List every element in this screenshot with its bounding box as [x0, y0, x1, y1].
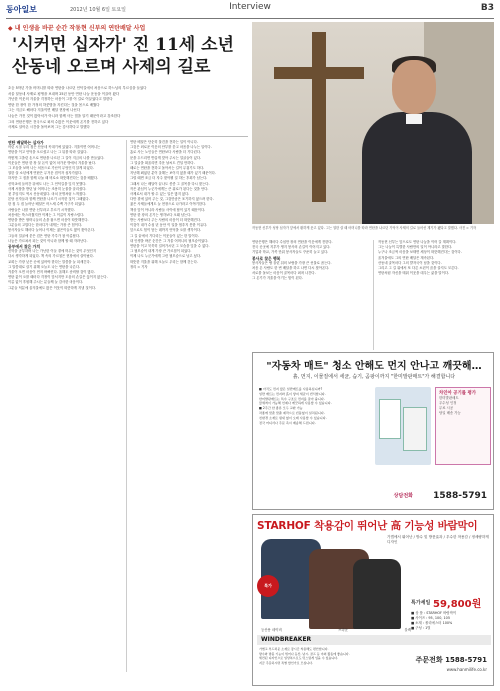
column-line: 그것은 외로운 이웃의 안부를 묻고 마음을 나누는 일이다.	[130, 145, 212, 150]
column-line: 봉사자들도 해마다 늘어나 이제는 젊은이들도 많이 찾아온다.	[8, 228, 95, 233]
column-line: 연탄 값이 오를 때마다 걱정이 앞서지만 도움의 손길은 끊이지 않는다.	[8, 275, 108, 280]
ad-body-line: 세련된 디자인으로 일상복으로도 멋스럽게 입을 수 있습니다.	[259, 656, 339, 661]
column-line: 홀로 사는 노인들은 연탄보다 사람을 더 기다린다.	[130, 150, 202, 155]
priest-face	[392, 60, 436, 114]
column-line: 그 얼굴을 떠올리면 추운 날씨도 견딜 만하다.	[130, 160, 195, 165]
article-summary	[8, 86, 248, 131]
column-line: 그 길 끝에서 기다리는 이웃들이 있는 한 말이다.	[130, 233, 199, 238]
column-divider	[126, 140, 127, 672]
ad-body-line: 가볍고 부드러운 소재로 장시간 착용해도 편안합니다.	[259, 647, 329, 651]
column-line: 이제 나도 누군가에게 그런 뒷모습으로 남고 싶다.	[130, 254, 202, 259]
summary-rule	[8, 136, 248, 137]
spec-line: ■ 사이즈 : 95, 100, 105	[411, 616, 450, 620]
column-line: 어린 시절 우리 집은 산동네 꼭대기에 있었다. 겨울이면 어머니는	[8, 145, 101, 150]
color-label: 브라운	[338, 628, 348, 632]
cross-beam	[274, 67, 364, 79]
column-line: 지난해 뵈었던 분이 올해는 보이지 않을 때가 있기 때문이다.	[130, 171, 216, 176]
article-column-4	[378, 240, 494, 350]
sale-badge: 특가	[257, 575, 279, 597]
ad-body	[259, 647, 429, 665]
column-line: 연탄을 이고 언덕을 오르셨고 나는 그 뒤를 따라 걸었다.	[8, 150, 88, 155]
column-line: 연탄을 받은 할머니들의 손을 잡으면 마음이 따뜻해진다.	[8, 218, 89, 223]
article-photo	[252, 22, 494, 224]
column-divider	[373, 240, 374, 350]
column-line: 받는 사람보다 주는 사람의 마음이 더 따뜻해진다.	[130, 218, 202, 223]
summary-line: 그의 연탄은행은 전국으로 퍼져 수많은 이웃에게 온기를 전하고 있다	[8, 119, 109, 124]
article-headline	[12, 34, 252, 78]
ad-subtitle: 흙, 먼지, 이물질에서 세균, 습기, 곰팡이까지 "한미발판매트"가 해결합니다	[292, 374, 456, 380]
section-name: Interview	[229, 2, 271, 12]
column-line: 젊은 사제들에게도 늘 현장으로 나가라고 이야기한다.	[130, 202, 207, 207]
column-line: 문을 두드리면 반갑게 맞아 주시는 얼굴들이 있다.	[130, 155, 202, 160]
column-line: 기업과 학교, 가족 단위 봉사자들도 꾸준히 늘고 있다.	[252, 250, 329, 255]
column-line: 나눔은 가르쳐서 되는 것이 아니라 함께 할 때 자라난다.	[8, 238, 88, 243]
column-line: 그리고 그 길 위에서 또 다른 소년이 꿈을 꿀지도 모른다.	[378, 266, 459, 271]
sale-price: 59,800원	[433, 599, 482, 610]
column-line: 연탄은행은 해마다 수십만 장의 연탄을 이웃에게 전한다.	[252, 240, 333, 244]
color-label: 블랙	[404, 628, 411, 632]
cross-icon	[312, 32, 326, 202]
website-link[interactable]: www.hanmilife.co.kr	[446, 667, 487, 672]
article-column-2	[130, 140, 246, 672]
column-line: 그 말씀대로 살기 위해 오늘도 나는 연탄을 나른다.	[8, 264, 81, 269]
side-headline: 차인아 공기를 평가	[439, 391, 476, 396]
column-line: 때로는 연탄을 전하고 돌아서는 길이 무겁기도 하다.	[130, 166, 205, 171]
color-label: 등산용 네이비	[261, 628, 282, 632]
column-line: 정리 = 기자	[130, 264, 148, 269]
headline-line: '시커먼 십자가' 진 11세 소년	[12, 35, 234, 55]
summary-line: 초등 5학년 가을 어머니를 따라 연탄을 나르던 언덕길에서 처음으로 하느님의 부르심을 들었다	[8, 86, 147, 90]
column-line: 이름 없이 후원해 주시는 분들께 늘 감사한 마음이다.	[8, 280, 84, 285]
ad-body-line: ■ 아직도 먼지 많은 일반매트를 사용하십니까?	[259, 387, 323, 391]
brand-banner: WINDBREAKER	[257, 635, 491, 645]
column-subhead: 공부에서 찾은 가치	[8, 244, 40, 250]
column-line: 그분들 덕분에 올겨울에도 많은 이웃이 따뜻하게 지낼 것이다.	[8, 285, 97, 290]
ad-title: STARHOF 착용감이 뛰어난 高 기능성 바람막이	[257, 520, 478, 532]
column-line: 그 온기가 겨울을 이기는 힘이 된다.	[252, 276, 303, 281]
column-line: 신학교에 들어간 뒤에도 나는 그 언덕길을 잊지 못했다.	[8, 181, 87, 186]
photo-caption: 작동현 신부가 성당 십자가 앞에서 환하게 웃고 있다. 그는 열한 살 때 어머니를 따라 연탄을 나르던 기억이 사제의 길로 들어선 계기가 됐다고 말했다. 사진 = 기자	[252, 226, 477, 230]
column-line: 서로를 돌보는 마음이 골목마다 퍼져 나간다.	[252, 271, 316, 276]
column-line: 그는 나눔이 특별한 사람만의 일이 아니라고 말한다.	[378, 245, 453, 250]
side-line: 무료 시공	[439, 406, 454, 410]
column-line: 연탄 한 장의 온기는 생각보다 오래 남는다.	[130, 212, 192, 217]
headline-line: 산동네 오르며 사제의 길로	[12, 57, 211, 77]
summary-line: 그는 지금도 해마다 겨울이면 배달 현장에 나선다	[8, 108, 80, 113]
price-label: 특가세일	[411, 600, 431, 606]
summary-line: 가난한 이웃의 겨울을 걱정하는 마음이 그를 이 길로 이끌었다고 말한다	[8, 97, 113, 102]
issue-date: 2012년 10월 6일 토요일	[70, 7, 127, 13]
side-line: 우수성 인정	[439, 401, 457, 405]
column-subhead: 봉사로 찾은 행복	[252, 255, 281, 261]
column-subhead: 연탄 배달하는 십자가	[8, 140, 44, 145]
summary-line: 나눔은 가진 것이 많아서가 아니라 함께 사는 법을 알기 때문이라고 강조한다	[8, 113, 121, 118]
spec-line: ■ 상 품 : STARHOF 바람막이	[411, 611, 457, 615]
column-line: 전국 곳곳에 지부가 생겨 봉사의 손길이 이어지고 있다.	[252, 245, 331, 250]
column-line: 이웃들은 연탄 한 장 살 돈이 없어 차가운 방에서 겨울을 났다.	[8, 160, 96, 165]
ad-body-line: 방수와 방풍 기능이 뛰어나 등산, 낚시, 골프 등 야외 활동에 좋습니다.	[259, 651, 350, 656]
article-column-3	[252, 240, 368, 350]
ad-body-line: 친환경 소재로 냄새 없이 오래 사용할 수 있습니다.	[259, 415, 327, 420]
side-line: 한미발판매트	[439, 396, 459, 400]
summary-line: 사제로 살아온 시간을 돌아보며 그는 감사하다고 말했다	[8, 125, 90, 130]
product-spec	[411, 611, 491, 631]
column-line: 따뜻한 겨울을 위해 오늘도 우리는 함께 걷는다.	[130, 259, 198, 264]
ad-body-line: 한미발판매트는 특수 구조로 먼지를 잡아 줍니다.	[259, 396, 325, 401]
ad-body-line: ■ 2주간 한 종류 모두 교환 가능	[259, 406, 303, 411]
column-line: 그분들의 고맙다는 한마디가 내게는 가장 큰 힘이다.	[8, 223, 83, 228]
newspaper-logo: 동아일보	[6, 5, 37, 14]
ad-body-line: 차종에 맞춘 맞춤 제작으로 빈틈없이 설치됩니다.	[259, 410, 325, 415]
car-mat-ad[interactable]	[252, 352, 494, 510]
column-line: 올겨울에도 그의 연탄 배달은 계속된다.	[378, 255, 435, 260]
color-labels	[261, 627, 411, 632]
column-line: 첫 부임지도 역시 산동네였다. 마치 운명처럼 느껴졌다.	[8, 192, 87, 197]
phone-number[interactable]: 1588-5791	[433, 491, 487, 501]
priest-figure	[362, 112, 472, 224]
column-line: 다시 생각하게 되었다. 책 속의 가르침은 현장에서 살아났다.	[8, 254, 94, 259]
masthead-rule	[6, 18, 494, 19]
spec-line: ■ 소재 : 폴리에스터 100%	[411, 621, 453, 625]
column-line: 앞으로도 힘이 닿는 데까지 언덕을 오를 생각이다.	[130, 228, 202, 233]
column-line: 연탄처럼 자신을 태워 이웃을 데우는 삶을 말이다.	[378, 271, 450, 276]
column-line: 그럴 때면 조금 더 자주 찾아뵐 걸 하는 후회가 남는다.	[130, 176, 208, 181]
column-line: 작동현 신부는 앞으로도 연탄 나눔을 이어 갈 계획이다.	[378, 240, 457, 244]
column-line: 작은 관심이 누군가에게는 큰 위로가 된다는 것을 안다.	[130, 186, 209, 191]
ad-body	[259, 387, 371, 425]
column-line: 사제로서 내가 할 수 있는 일은 많지 않다.	[130, 192, 190, 197]
column-line: 내 인생을 바꾼 순간은 그 겨울 어머니의 뒷모습이었다.	[130, 238, 209, 243]
column-line: 신학을 공부하며 나는 가난한 이들 곁에 머무는 것이 무엇인지	[8, 249, 97, 254]
side-line: 당일 배송 가능	[439, 411, 461, 415]
article-kicker: ◆ 내 인생을 바꾼 순간 작동현 신부의 연탄배달 사업	[8, 25, 146, 32]
column-line: 다만 곁에 있어 주는 것, 그것만큼은 포기하지 않으려 한다.	[130, 197, 214, 202]
priest-collar	[406, 114, 422, 124]
windbreaker-ad[interactable]	[252, 514, 494, 686]
column-line: 누구나 조금씩 마음을 보태면 세상이 따뜻해진다는 것이다.	[378, 250, 462, 255]
order-phone[interactable]: 주문전화 1588-5791	[415, 656, 487, 664]
column-line: 처음 온 사람도 한 번 배달을 하고 나면 다시 찾아온다.	[252, 266, 330, 271]
page-number: B3	[480, 3, 494, 13]
column-line: 그래서 나는 배달이 끝나도 종종 그 골목을 다시 찾는다.	[130, 181, 210, 186]
column-line: 그 뒷모습이 내게 가장 큰 가르침이 되었다.	[130, 249, 192, 254]
column-line: 산동네 골목마다 그의 발자국이 남을 것이다.	[378, 260, 442, 265]
product-box-icon	[403, 407, 427, 451]
column-line: 본당 신자들과 함께 연탄을 나르기 시작한 것이 그때였다.	[8, 197, 90, 202]
column-line: 한 집 두 집 늘어난 배달은 어느새 수백 가구가 되었다.	[8, 202, 86, 207]
column-line: 책상 앞이 아니라 사람들 사이에 답이 있기 때문이다.	[130, 207, 206, 212]
column-line: 그 모습을 보며 나는 처음으로 가난이 무엇인지 알게 되었다.	[8, 166, 94, 171]
jacket-black-image	[353, 559, 401, 629]
ad-body-line: 일반 매트는 먼지와 흙이 쌓여 세균이 번식합니다.	[259, 391, 326, 396]
ad-side-panel	[435, 387, 491, 465]
column-line: 하지만 그 짐을 함께 나눌 때 비로소 따뜻해진다는 것을 배웠다.	[8, 176, 99, 181]
spec-line: ■ 구성 : 1벌	[411, 626, 431, 630]
column-line: 까맣게 그을린 손으로 연탄을 나르던 그 길이 지금의 나를 만들었다.	[8, 155, 105, 160]
phone-label: 상담전화	[393, 493, 413, 499]
column-line: 교회는 가장 낮은 곳에 있어야 한다는 말씀을 늘 되새긴다.	[8, 259, 91, 264]
product-image	[375, 387, 431, 465]
column-line: 처음에는 쑥스러웠지만 이제는 그 이름이 자랑스럽다.	[8, 212, 85, 217]
column-line: 사제 서품을 받던 날 어머니는 조용히 눈물을 흘리셨다.	[8, 186, 87, 191]
article-column-1	[8, 140, 124, 672]
column-line: 겨울이 오면 마음이 먼저 바빠진다. 올해도 준비할 것이 많다.	[8, 270, 95, 275]
column-line: 이것이 내가 수십 년 동안 이 일을 멈추지 못한 이유다.	[130, 223, 208, 228]
ad-body-line: 전국 어디서나 주문 즉시 배송해 드립니다.	[259, 420, 316, 425]
ad-title: "자동차 매트" 청소 안해도 먼지 안나고 깨끗해…	[266, 361, 482, 372]
summary-line: 서울 달동네 사제로 평생을 보내며 25년 동안 연탄 나눔 운동을 이끌어 왔다	[8, 91, 120, 96]
ad-body-line: 물세척이 가능해 언제나 깨끗하게 사용할 수 있습니다.	[259, 401, 332, 406]
ad-subtitle: 가볍에서 뛰어난 / 방수 및 방풍효과 / 우수한 착용감 / 정세량하게 디자인	[387, 535, 489, 544]
ad-body-line: 지금 주문하시면 특별 할인가로 모십니다.	[259, 660, 314, 665]
column-line: 사람들은 나를 연탄 신부라고 부르기 시작했다.	[8, 207, 75, 212]
column-line: 연탄 배달은 단순히 물건을 전하는 일이 아니다.	[130, 140, 198, 144]
summary-line: 연탄 한 장이 한 가정의 하룻밤을 지킨다는 것을 몸으로 배웠다	[8, 102, 100, 107]
column-line: 열한 살 소년에게 연탄은 무거운 짐이자 십자가였다.	[8, 171, 83, 176]
column-line: 봉사자들은 땀 흘린 뒤의 보람을 가장 큰 선물로 꼽는다.	[252, 260, 332, 265]
product-box-icon	[379, 399, 401, 439]
column-line: 연탄을 이고 묵묵히 걸어가시던 그 모습을 잊을 수 없다.	[130, 244, 210, 249]
column-line: 그들의 얼굴에 묻은 검은 연탄 가루가 참 아름답다.	[8, 233, 81, 238]
